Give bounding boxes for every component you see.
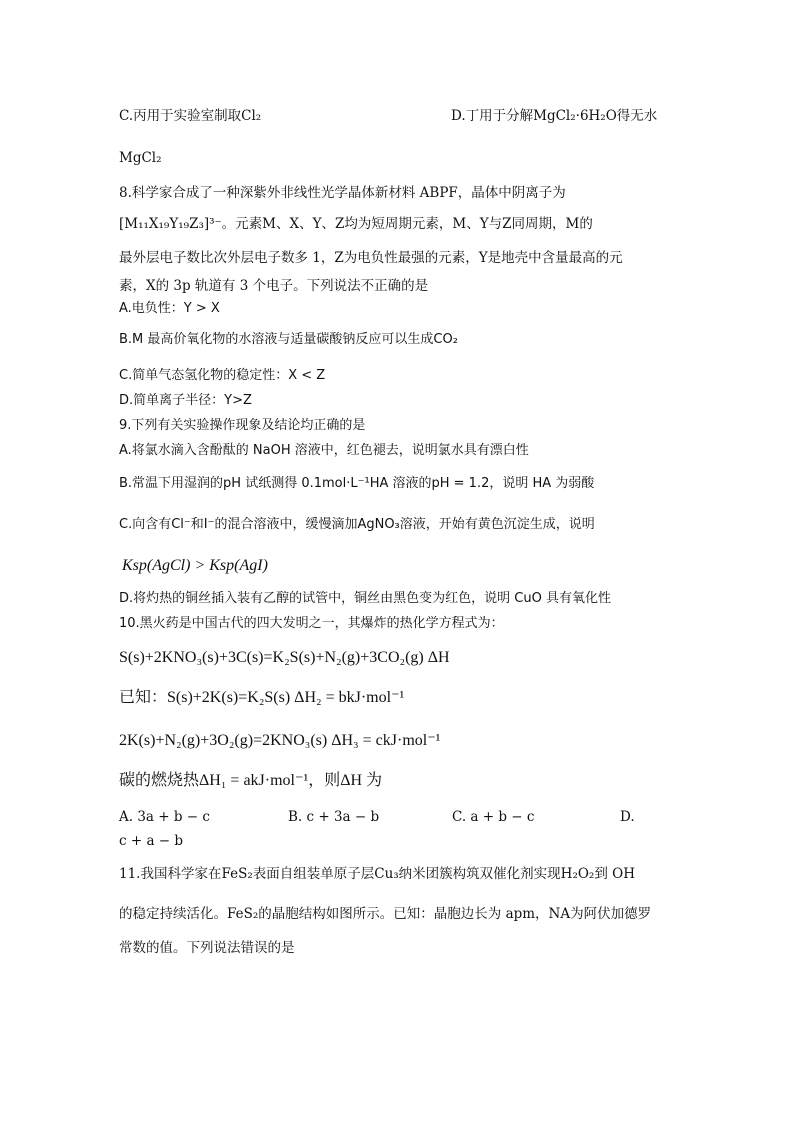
- q8-option-a: A.电负性：Y > X: [119, 301, 220, 316]
- q9-stem: 9.下列有关实验操作现象及结论均正确的是: [119, 418, 366, 433]
- q9-option-d: D.将灼热的铜丝插入装有乙醇的试管中，铜丝由黑色变为红色，说明 CuO 具有氧化性: [119, 591, 611, 606]
- q9-option-a: A.将氯水滴入含酚酞的 NaOH 溶液中，红色褪去，说明氯水具有漂白性: [119, 443, 529, 458]
- q7-option-d: D.丁用于分解MgCl₂·6H₂O得无水: [451, 108, 658, 124]
- q10-stem: 10.黑火药是中国古代的四大发明之一，其爆炸的热化学方程式为：: [119, 616, 504, 631]
- q8-stem-line4: 素，X的 3p 轨道有 3 个电子。下列说法不正确的是: [119, 278, 429, 294]
- q11-stem-line1: 11.我国科学家在FeS₂表面自组装单原子层Cu₃纳米团簇构筑双催化剂实现H₂O₂到 OH: [119, 866, 635, 882]
- q10-option-b: B. c + 3a − b: [288, 809, 380, 825]
- q9-option-c-line1: C.向含有Cl⁻和I⁻的混合溶液中，缓慢滴加AgNO₃溶液，开始有黄色沉淀生成，说明: [119, 517, 595, 532]
- q10-option-d-continuation: c + a − b: [119, 833, 184, 849]
- q10-option-a: A. 3a + b − c: [119, 809, 210, 825]
- q8-stem-line2: [M₁₁X₁₉Y₁₉Z₃]³⁻。元素M、X、Y、Z均为短周期元素，M、Y与Z同周期，M的: [119, 216, 593, 232]
- q10-combustion-heat: 碳的燃烧热ΔH₁ = akJ·mol⁻¹，则ΔH 为: [119, 772, 383, 789]
- q7-option-c: C.丙用于实验室制取Cl₂: [119, 108, 262, 124]
- q11-stem-line3: 常数的值。下列说法错误的是: [119, 940, 295, 956]
- q8-option-b: B.M 最高价氧化物的水溶液与适量碳酸钠反应可以生成CO₂: [119, 332, 458, 347]
- q10-known-equation-1: 已知：S(s)+2K(s)=K₂S(s) ΔH₂ = bkJ·mol⁻¹: [119, 689, 405, 706]
- q8-stem-line3: 最外层电子数比次外层电子数多 1，Z为电负性最强的元素，Y是地壳中含量最高的元: [119, 250, 623, 266]
- q10-option-c: C. a + b − c: [452, 809, 535, 825]
- q8-option-c: C.简单气态氢化物的稳定性：X < Z: [119, 368, 326, 383]
- q10-main-equation: S(s)+2KNO₃(s)+3C(s)=K₂S(s)+N₂(g)+3CO₂(g) ΔH: [119, 649, 450, 666]
- q10-option-d: D.: [620, 809, 635, 825]
- q8-option-d: D.简单离子半径：Y>Z: [119, 393, 252, 408]
- q7-option-d-continuation: MgCl₂: [119, 150, 162, 166]
- q9-option-b: B.常温下用湿润的pH 试纸测得 0.1mol·L⁻¹HA 溶液的pH = 1.2，说明 HA 为弱酸: [119, 476, 595, 491]
- q10-known-equation-2: 2K(s)+N₂(g)+3O₂(g)=2KNO₃(s) ΔH₃ = ckJ·mol⁻¹: [119, 732, 441, 749]
- q11-stem-line2: 的稳定持续活化。FeS₂的晶胞结构如图所示。已知：晶胞边长为 apm，NA为阿伏加德罗: [119, 906, 652, 922]
- q8-stem-line1: 8.科学家合成了一种深紫外非线性光学晶体新材料 ABPF，晶体中阴离子为: [119, 185, 566, 201]
- q9-option-c-line2: Ksp(AgCl) > Ksp(AgI): [122, 557, 268, 574]
